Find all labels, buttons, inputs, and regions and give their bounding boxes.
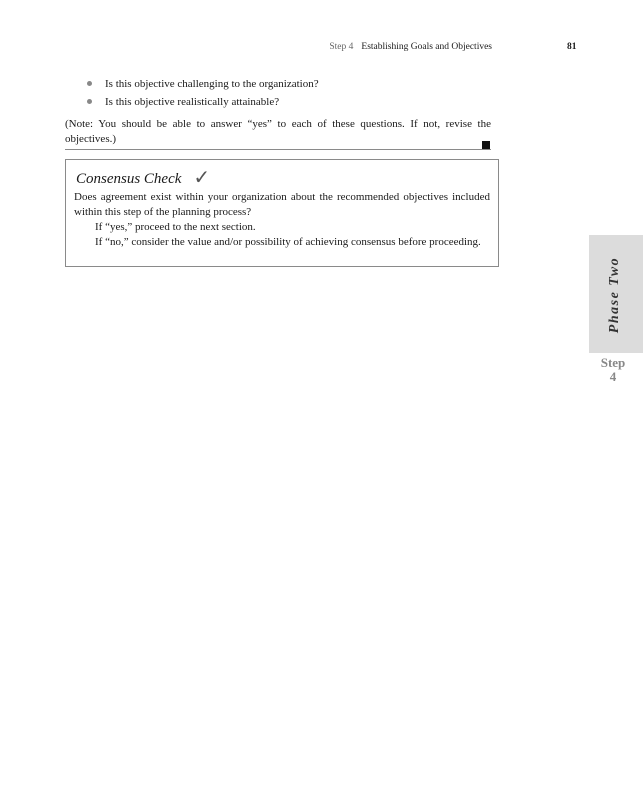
running-head-step: Step 4: [329, 42, 354, 52]
consensus-check-title: Consensus Check: [76, 171, 182, 187]
page-number: 81: [567, 42, 577, 52]
note-paragraph: (Note: You should be able to answer “yes” to each of these questions. If not, revise the objectives.): [65, 118, 491, 145]
consensus-yes-option: If “yes,” proceed to the next section.: [95, 221, 256, 233]
bullet-icon: [87, 81, 92, 86]
bullet-text: Is this objective realistically attainable?: [105, 96, 280, 108]
side-step-indicator: [589, 356, 637, 384]
side-step-word: Step: [600, 355, 626, 370]
consensus-check-box: [65, 159, 499, 267]
phase-label: Phase Two: [607, 256, 622, 334]
list-item: [85, 95, 319, 113]
consensus-check-header: [74, 164, 490, 190]
phase-side-tab: [589, 235, 643, 353]
end-square-icon: [482, 141, 490, 149]
side-step-number: 4: [609, 369, 617, 384]
consensus-no-option: If “no,” consider the value and/or possibility of achieving consensus before proceeding.: [95, 236, 481, 248]
bullet-icon: [87, 99, 92, 104]
list-item: [85, 77, 319, 95]
running-head-chapter-title: Establishing Goals and Objectives: [361, 42, 492, 52]
bullet-text: Is this objective challenging to the organization?: [105, 78, 319, 90]
checkmark-icon: ✓: [193, 165, 211, 189]
page-header: [0, 42, 643, 58]
running-head: [329, 42, 492, 52]
bullet-list: [85, 77, 319, 113]
consensus-question: Does agreement exist within your organization about the recommended objectives included within this step of the planning process?: [74, 191, 490, 218]
section-divider: [65, 149, 491, 150]
